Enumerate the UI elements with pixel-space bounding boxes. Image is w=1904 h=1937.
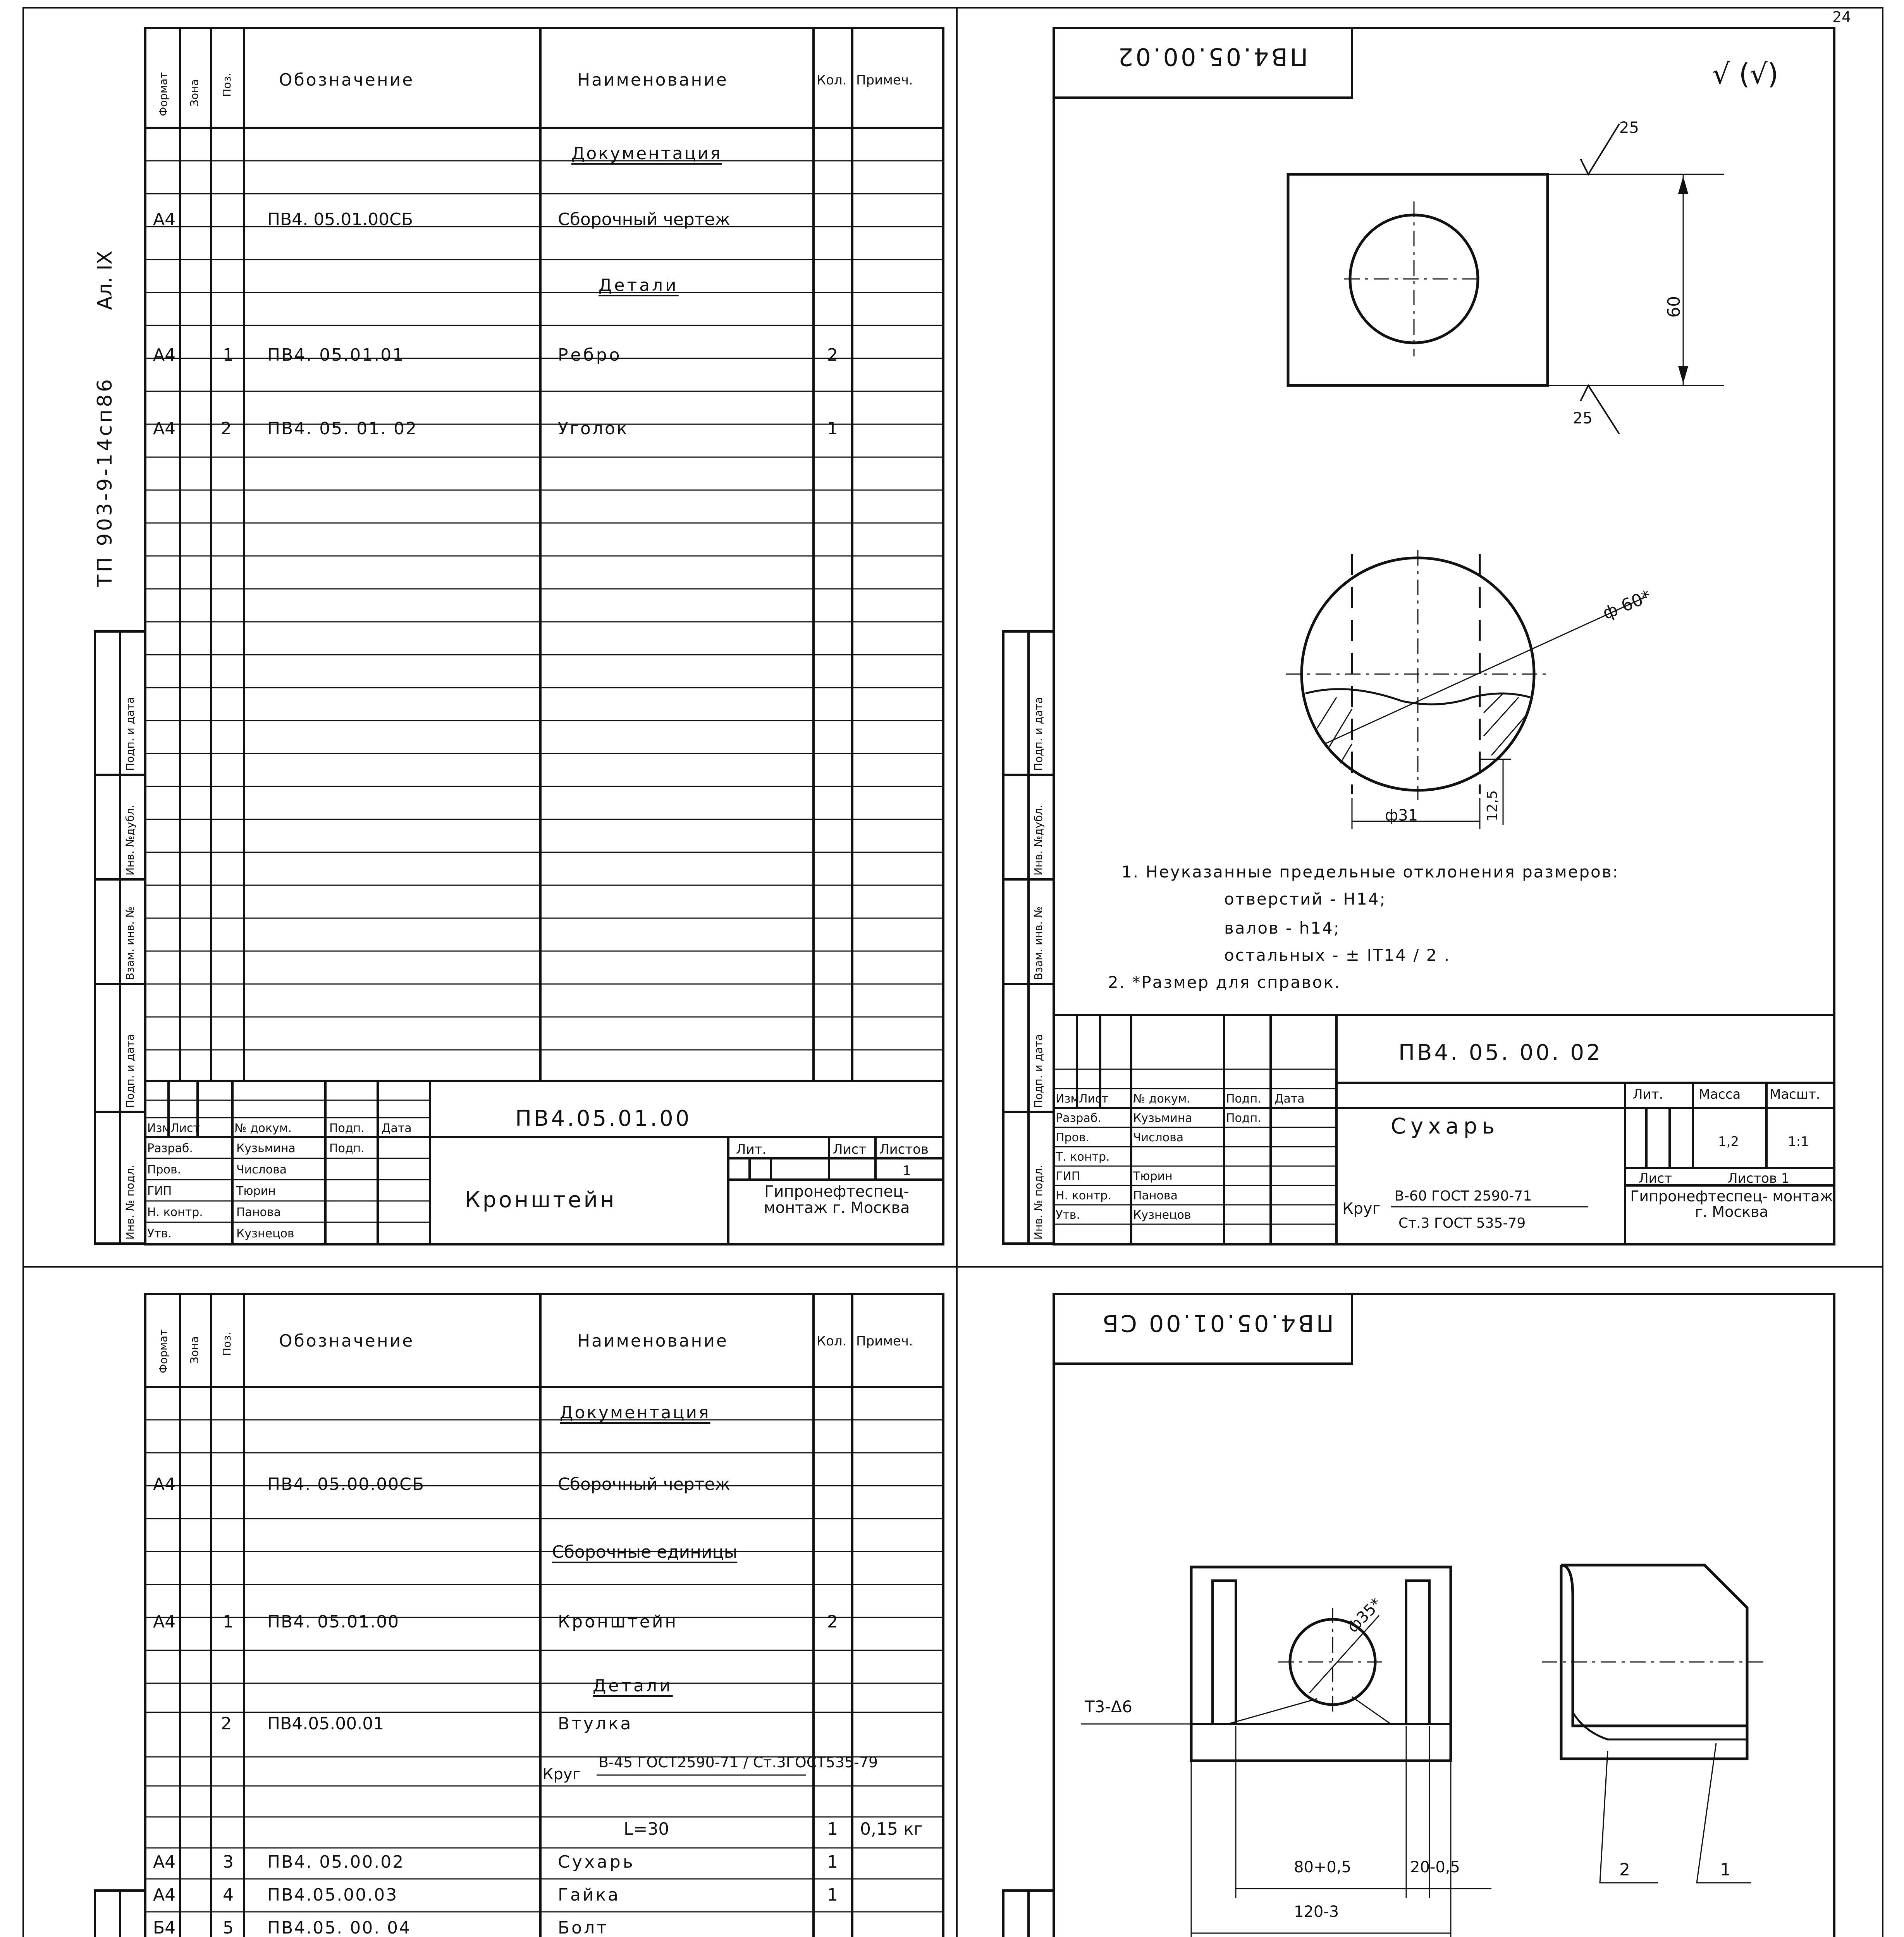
tb2-material-bottom: Ст.3 ГОСТ 535-79 xyxy=(1398,1215,1526,1231)
tb2-mass-value: 1,2 xyxy=(1718,1134,1739,1149)
tb2-izm: Изм xyxy=(1056,1092,1080,1106)
tb2-sheet: Лист xyxy=(1639,1171,1672,1186)
tb1-razrab-name: Кузьмина xyxy=(236,1142,296,1155)
col-format: Формат xyxy=(157,72,170,116)
tb1-utv: Утв. xyxy=(147,1227,172,1240)
d1-roughness: √ (√) xyxy=(1712,58,1778,90)
tb2-date: Дата xyxy=(1274,1092,1305,1106)
tb1-razrab: Разраб. xyxy=(147,1142,193,1155)
d2-leader-2: 2 xyxy=(1619,1860,1630,1880)
col-format-2: Формат xyxy=(157,1329,170,1373)
col-pos-2: Поз. xyxy=(220,1332,233,1356)
spec2-row9-designation: ПВ4.05.00.03 xyxy=(267,1885,398,1905)
spec2-row8-name: Сухарь xyxy=(558,1852,635,1872)
d1-dim-60: 60 xyxy=(1664,296,1684,318)
d1-dim-25-bottom: 25 xyxy=(1573,409,1593,427)
d2-dim-20: 20-0,5 xyxy=(1410,1858,1460,1876)
spec2-row9-qty: 1 xyxy=(827,1885,838,1905)
q2-stamp-dup-inv: Инв. №дубл. xyxy=(1032,805,1045,876)
tb2-name: Сухарь xyxy=(1391,1114,1500,1139)
d1-note-2: отверстий - Н14; xyxy=(1224,889,1386,908)
tb2-prov: Пров. xyxy=(1056,1131,1090,1144)
spec1-row3-format: А4 xyxy=(153,345,176,365)
tb2-sign-label: Подп. xyxy=(1226,1111,1261,1125)
spec2-row10-name: Болт xyxy=(558,1918,609,1937)
spec1-row1-format: А4 xyxy=(153,210,176,229)
spec2-row7-name: L=30 xyxy=(624,1819,669,1839)
spec1-row1-name: Сборочный чертеж xyxy=(558,210,731,229)
tb1-date: Дата xyxy=(382,1122,412,1135)
tb2-lit: Лит. xyxy=(1633,1087,1663,1102)
tb1-utv-name: Кузнецов xyxy=(236,1227,294,1240)
tb1-gip: ГИП xyxy=(147,1184,172,1198)
spec1-row4-designation: ПВ4. 05. 01. 02 xyxy=(267,419,418,439)
d2-dim-80: 80+0,5 xyxy=(1294,1858,1352,1876)
tb2-material-top: В-60 ГОСТ 2590-71 xyxy=(1395,1188,1532,1204)
spec2-row10-format: Б4 xyxy=(153,1918,176,1937)
spec2-row9-format: А4 xyxy=(153,1885,176,1905)
d2-stamp-code: ПВ4.05.01.00 СБ xyxy=(1100,1309,1334,1337)
spec1-row4-pos: 2 xyxy=(221,419,232,439)
col-name: Наименование xyxy=(577,70,728,90)
tb2-sheets: Листов 1 xyxy=(1728,1171,1790,1186)
tb1-sheets-value: 1 xyxy=(903,1163,911,1178)
tb1-doc: № докум. xyxy=(234,1122,292,1135)
q1-stamp-sign-date2: Подп. и дата xyxy=(124,1034,136,1108)
col-note-2: Примеч. xyxy=(856,1333,913,1349)
spec2-row5-name: Втулка xyxy=(558,1714,633,1734)
col-note: Примеч. xyxy=(856,72,913,88)
tb2-code: ПВ4. 05. 00. 02 xyxy=(1398,1040,1603,1065)
page-number-top: 24 xyxy=(1832,9,1851,26)
d1-stamp-code: ПВ4.05.00.02 xyxy=(1116,43,1308,71)
spec2-row8-qty: 1 xyxy=(827,1852,838,1872)
tb2-prov-name: Числова xyxy=(1133,1131,1184,1144)
tb1-org: Гипронефтеспец- монтаж г. Москва xyxy=(764,1183,910,1217)
q2-stamp-replace-inv: Взам. инв. № xyxy=(1032,906,1045,980)
q2-stamp-sign-date: Подп. и дата xyxy=(1032,697,1045,771)
tb1-izm: Изм xyxy=(147,1122,171,1135)
d1-dim-d60: ф 60* xyxy=(1600,586,1654,624)
q1-stamp-replace-inv: Взам. инв. № xyxy=(124,906,136,980)
tb1-name: Кронштейн xyxy=(465,1187,617,1213)
d2-weld: Т3-Δ6 xyxy=(1085,1697,1132,1716)
d1-dim-25-top: 25 xyxy=(1619,119,1639,137)
tb2-tkontr: Т. контр. xyxy=(1056,1150,1110,1164)
col-qty-2: Кол. xyxy=(817,1333,847,1349)
tb1-sign-label: Подп. xyxy=(329,1142,365,1155)
spec2-row3-qty: 2 xyxy=(827,1612,838,1632)
spec2-row3-pos: 1 xyxy=(223,1612,234,1632)
d1-dim-125: 12,5 xyxy=(1484,790,1500,821)
spec2-section-docs: Документация xyxy=(560,1403,710,1423)
spec2-row9-name: Гайка xyxy=(558,1885,620,1905)
d2-dim-d35: ф35* xyxy=(1344,1595,1385,1636)
tb1-code: ПВ4.05.01.00 xyxy=(515,1106,692,1131)
spec1-section-details: Детали xyxy=(599,275,679,295)
spec2-section-details: Детали xyxy=(593,1676,673,1696)
tb1-lit: Лит. xyxy=(736,1142,767,1157)
tb2-utv-name: Кузнецов xyxy=(1133,1208,1191,1222)
spec2-row3-name: Кронштейн xyxy=(558,1612,678,1632)
spec2-section-units: Сборочные единицы xyxy=(552,1542,738,1562)
tb2-org: Гипронефтеспец- монтаж г. Москва xyxy=(1630,1188,1833,1220)
d1-note-3: валов - h14; xyxy=(1224,919,1340,938)
spec1-row3-name: Ребро xyxy=(558,345,622,365)
q2-stamp-sign-date2: Подп. и дата xyxy=(1032,1034,1045,1108)
q1-stamp-dup-inv: Инв. №дубл. xyxy=(124,805,136,876)
tb1-prov: Пров. xyxy=(147,1163,181,1177)
spec2-row1-format: А4 xyxy=(153,1474,176,1494)
d2-leader-1: 1 xyxy=(1720,1860,1731,1880)
d1-note-1: 1. Неуказанные предельные отклонения размеров: xyxy=(1121,862,1619,881)
tb1-gip-name: Тюрин xyxy=(236,1184,276,1198)
tb2-list: Лист xyxy=(1079,1092,1109,1106)
tb2-nkontr: Н. контр. xyxy=(1056,1189,1111,1202)
spec2-row10-pos: 5 xyxy=(223,1918,234,1937)
spec2-row7-note: 0,15 кг xyxy=(860,1819,923,1839)
spec1-row4-name: Уголок xyxy=(558,419,629,439)
spec2-row5-designation: ПВ4.05.00.01 xyxy=(267,1714,384,1734)
tb2-nkontr-name: Панова xyxy=(1133,1189,1178,1202)
spec2-row9-pos: 4 xyxy=(223,1885,234,1905)
tb2-razrab: Разраб. xyxy=(1056,1111,1101,1125)
tb2-material-prefix: Круг xyxy=(1342,1200,1381,1218)
spec2-row6-material: В-45 ГОСТ2590-71 / Ст.3ГОСТ535-79 xyxy=(599,1754,878,1771)
q1-stamp-orig-inv: Инв. № подл. xyxy=(124,1165,136,1240)
col-zone: Зона xyxy=(188,79,201,107)
spec1-row4-format: А4 xyxy=(153,419,176,439)
tb2-scale-value: 1:1 xyxy=(1788,1134,1809,1149)
tb1-prov-name: Числова xyxy=(236,1163,287,1177)
tb2-mass: Масса xyxy=(1699,1087,1741,1102)
spec2-row8-designation: ПВ4. 05.00.02 xyxy=(267,1852,405,1872)
spec2-row3-format: А4 xyxy=(153,1612,176,1632)
d1-note-4: остальных - ± IT14 / 2 . xyxy=(1224,946,1451,965)
side-project-code: ТП 903-9-14сп86 xyxy=(93,377,117,587)
tb1-sign: Подп. xyxy=(329,1122,365,1135)
tb2-gip: ГИП xyxy=(1056,1170,1080,1183)
d1-dim-d31: ф31 xyxy=(1385,807,1418,824)
tb2-utv: Утв. xyxy=(1056,1208,1080,1222)
d2-dim-120: 120-3 xyxy=(1294,1903,1339,1921)
tb1-sheet: Лист xyxy=(833,1142,867,1157)
tb2-doc: № докум. xyxy=(1133,1092,1190,1106)
spec1-section-docs: Документация xyxy=(571,144,722,163)
col-designation: Обозначение xyxy=(279,70,415,90)
col-name-2: Наименование xyxy=(577,1331,728,1351)
col-designation-2: Обозначение xyxy=(279,1331,415,1351)
spec1-row3-pos: 1 xyxy=(223,345,234,365)
d1-note-5: 2. *Размер для справок. xyxy=(1108,973,1341,992)
tb2-razrab-name: Кузьмина xyxy=(1133,1111,1192,1125)
tb1-nkontr: Н. контр. xyxy=(147,1206,203,1219)
col-pos: Поз. xyxy=(220,73,233,97)
tb1-sheets: Листов xyxy=(879,1142,929,1157)
col-zone-2: Зона xyxy=(188,1336,201,1364)
spec2-row8-format: А4 xyxy=(153,1852,176,1872)
spec1-row3-designation: ПВ4. 05.01.01 xyxy=(267,345,405,365)
tb1-nkontr-name: Панова xyxy=(236,1206,281,1219)
side-album: Ал. IX xyxy=(93,251,117,310)
spec1-row1-designation: ПВ4. 05.01.00СБ xyxy=(267,210,413,229)
q2-stamp-orig-inv: Инв. № подл. xyxy=(1032,1165,1045,1240)
q1-stamp-sign-date: Подп. и дата xyxy=(124,697,136,771)
spec2-row5-pos: 2 xyxy=(221,1714,232,1734)
spec1-row4-qty: 1 xyxy=(827,419,838,439)
spec2-row8-pos: 3 xyxy=(223,1852,234,1872)
spec2-row7-qty: 1 xyxy=(827,1819,838,1839)
spec1-row3-qty: 2 xyxy=(827,345,838,365)
spec2-row1-designation: ПВ4. 05.00.00СБ xyxy=(267,1474,425,1494)
spec2-row10-designation: ПВ4.05. 00. 04 xyxy=(267,1918,411,1937)
tb2-gip-name: Тюрин xyxy=(1133,1170,1173,1183)
tb1-list: Лист xyxy=(170,1122,200,1135)
col-qty: Кол. xyxy=(817,72,847,88)
tb2-sign: Подп. xyxy=(1226,1092,1261,1106)
spec2-row1-name: Сборочный чертеж xyxy=(558,1474,731,1494)
spec2-row3-designation: ПВ4. 05.01.00 xyxy=(267,1612,400,1632)
spec2-material-prefix: Круг xyxy=(542,1765,581,1783)
tb2-scale: Масшт. xyxy=(1770,1087,1820,1102)
